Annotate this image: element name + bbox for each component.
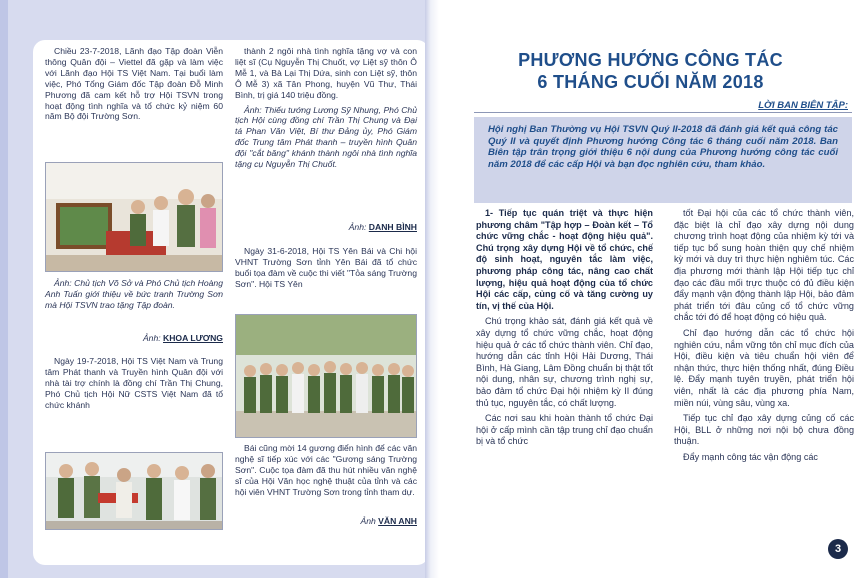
page-gutter bbox=[425, 0, 439, 578]
credit-prefix: Ảnh bbox=[360, 516, 376, 526]
editor-note-label: LỜI BAN BIÊN TẬP: bbox=[758, 100, 848, 111]
credit-prefix: Ảnh: bbox=[348, 222, 367, 232]
right-page bbox=[439, 0, 862, 578]
credit-author: KHOA LƯƠNG bbox=[163, 333, 223, 343]
photo-ribbon-illustration bbox=[46, 453, 223, 530]
article-heading-1: 1- Tiếp tục quán triệt và thực hiện phương châm "Tập hợp – Đoàn kết – Tổ chức vững chắc - hoạt động hiệu quả". Chú trọng xây dựng Hội về tổ chức, chế độ sinh hoạt, nguyên tắc làm việc, phương pháp công tác, nâng cao chất lượng, hiệu quả hoạt động của tổ chức Hội các cấp, củng cố và tăng cường uy tín, vị thế của Hội. bbox=[476, 208, 653, 311]
news-paragraph-yen-bai: Ngày 31-6-2018, Hội TS Yên Bái và Chi hội VHNT Trường Sơn tỉnh Yên Bái đã tổ chức buổi tọa đàm về cuộc thi viết "Tỏa sáng Trường Sơn". Hội TS Yên bbox=[235, 246, 417, 289]
news-column-left-bottom bbox=[45, 356, 223, 415]
article-column-left bbox=[476, 208, 653, 452]
page-number-badge: 3 bbox=[828, 539, 848, 559]
photo-caption-viettel: Ảnh: Chủ tịch Võ Sở và Phó Chủ tịch Hoàng Anh Tuấn giới thiệu về bức tranh Trường Sơn mà Hội TSVN trao tặng Tập đoàn. bbox=[45, 278, 223, 310]
article-paragraph: Các nơi sau khi hoàn thành tổ chức Đại hội ở cấp mình cần tập trung chỉ đạo chuẩn bị và tổ chức bbox=[476, 413, 653, 447]
photo-credit-2 bbox=[235, 222, 417, 232]
news-paragraph-yen-bai-continued: Bái cũng mời 14 gương điển hình để các văn nghệ sĩ tiếp xúc với các "Gương sáng Trường Sơn". Cuộc tọa đàm đã thu hút nhiều văn nghệ sĩ của Hội Văn học nghệ thuật của tỉnh và các hội viên VHNT Trường Sơn trong tỉnh tham dự. bbox=[235, 443, 417, 497]
photo-ribbon-cutting bbox=[45, 452, 223, 530]
article-paragraph: Chú trọng khảo sát, đánh giá kết quả về xây dựng tổ chức vững chắc, hoạt động hiệu quả ở các tổ chức thành viên. Chỉ đạo, hướng dẫn các tỉnh Hội Hải Dương, Thái Bình, Hà Giang, Lâm Đồng chuẩn bị thật tốt nội dung, nhân sự, chương trình nghị sự, bảo đảm tổ chức Đại hội nhiệm kỳ II đúng thủ tục, nguyên tắc, có chất lượng. bbox=[476, 316, 653, 408]
news-paragraph-house-continued: thành 2 ngôi nhà tình nghĩa tặng vợ và con liệt sĩ (Cụ Nguyễn Thị Chuốt, vợ Liệt sỹ thôn Ô Mễ 1, và Bà Lại Thị Dứa, sinh con Liệt sỹ, thôn Ô Mễ 3) xã Tân Phong, huyện Vũ Thư, Thái Bình, trị giá 140 triệu đồng. bbox=[235, 46, 417, 100]
article-column-right bbox=[674, 208, 854, 467]
photo-caption-ribbon: Ảnh: Thiếu tướng Lương Sỹ Nhung, Phó Chủ tịch Hội cùng đồng chí Trần Thị Chung và Đại tá Phan Văn Việt, Bí thư Đảng ủy, Phó Giám đốc Trung tâm Phát thanh – truyền hình Quân đội "cắt băng" khánh thành ngôi nhà tình nghĩa tặng cụ Nguyễn Thị Chuốt. bbox=[235, 104, 417, 170]
news-card bbox=[33, 40, 429, 565]
article-paragraph: Chỉ đạo hướng dẫn các tổ chức hội nghiên cứu, nắm vững tôn chỉ mục đích của Hội, điều kiện và tiêu chuẩn hội viên để nhận thức, thực hiện thống nhất, đúng Điều lệ. Đẩy mạnh tuyên truyền, phát triển hội viên, nhất là các địa phương phía Nam, miền núi, vùng sâu, vùng xa. bbox=[674, 327, 854, 408]
article-paragraph: Đẩy mạnh công tác vận động các bbox=[683, 451, 818, 462]
credit-prefix: Ảnh: bbox=[142, 333, 161, 343]
news-column-right-top bbox=[235, 46, 417, 174]
article-title-line-2: 6 THÁNG CUỐI NĂM 2018 bbox=[537, 72, 764, 92]
news-paragraph-viettel: Chiều 23-7-2018, Lãnh đạo Tập đoàn Viễn thông Quân đội – Viettel đã gặp và làm việc với Lãnh đạo Hội TS Việt Nam. Tại buổi làm việc, Phó Tổng Giám đốc Tập đoàn Đỗ Minh Phương đã cam kết hỗ trợ Hội TSVN trong hoạt động tình nghĩa và tổ chức kỷ niệm 60 năm Bộ đội Trường Sơn. bbox=[45, 46, 223, 122]
photo-credit-1 bbox=[45, 333, 223, 343]
credit-author: DANH BÌNH bbox=[368, 222, 417, 232]
photo-viettel-illustration bbox=[46, 163, 223, 272]
caption-block-1 bbox=[45, 278, 223, 315]
left-page-edge bbox=[0, 0, 8, 578]
credit-author: VĂN ANH bbox=[378, 516, 417, 526]
article-paragraph: tốt Đại hội của các tổ chức thành viên, đặc biệt là chỉ đạo xây dựng nội dung chương trình hoạt động của nhiệm kỳ tới và tiếp tục bổ sung hoàn thiện quy chế nhiệm kỳ mới và duy trì thực hiện nghiêm túc. Các địa phương mới thành lập Hội tiếp tục chỉ đạo các đầu mối trực thuộc có đủ điều kiện đẩy mạnh vận động thành lập Hội, bảo đảm phát triển tới đâu củng cố tổ chức vững chắc tới đó để hoạt động có hiệu quả. bbox=[674, 208, 854, 323]
photo-group-yen-bai bbox=[235, 314, 417, 438]
article-title-line-1: PHƯƠNG HƯỚNG CÔNG TÁC bbox=[518, 50, 783, 70]
news-paragraph-charity-house: Ngày 19-7-2018, Hội TS Việt Nam và Trung tâm Phát thanh và Truyền hình Quân đội với nhà tài trợ chính là đồng chí Trần Thị Chung, Phó Chủ tịch Hội Nữ CSTS Việt Nam đã tổ chức khánh bbox=[45, 356, 223, 410]
news-column-right-bottom bbox=[235, 443, 417, 502]
title-divider bbox=[474, 112, 852, 113]
editor-lead-box: Hội nghị Ban Thường vụ Hội TSVN Quý II-2018 đã đánh giá kết quả công tác Quý II và quyết định Phương hướng Công tác 6 tháng cuối năm 2018. Ban Biên tập trân trọng giới thiệu 6 nội dung của Phương hướng công tác cuối năm 2018 để các cấp Hội và bạn đọc nghiên cứu, tham khảo. bbox=[474, 117, 852, 203]
article-paragraph: Tiếp tục chỉ đạo xây dựng củng cố các Hội, BLL ở những nơi nội bộ chưa đồng thuận. bbox=[674, 413, 854, 447]
news-column-right-middle bbox=[235, 246, 417, 294]
photo-group-illustration bbox=[236, 315, 417, 438]
photo-viettel-painting bbox=[45, 162, 223, 272]
photo-credit-3 bbox=[235, 516, 417, 526]
news-column-left-top bbox=[45, 46, 223, 126]
